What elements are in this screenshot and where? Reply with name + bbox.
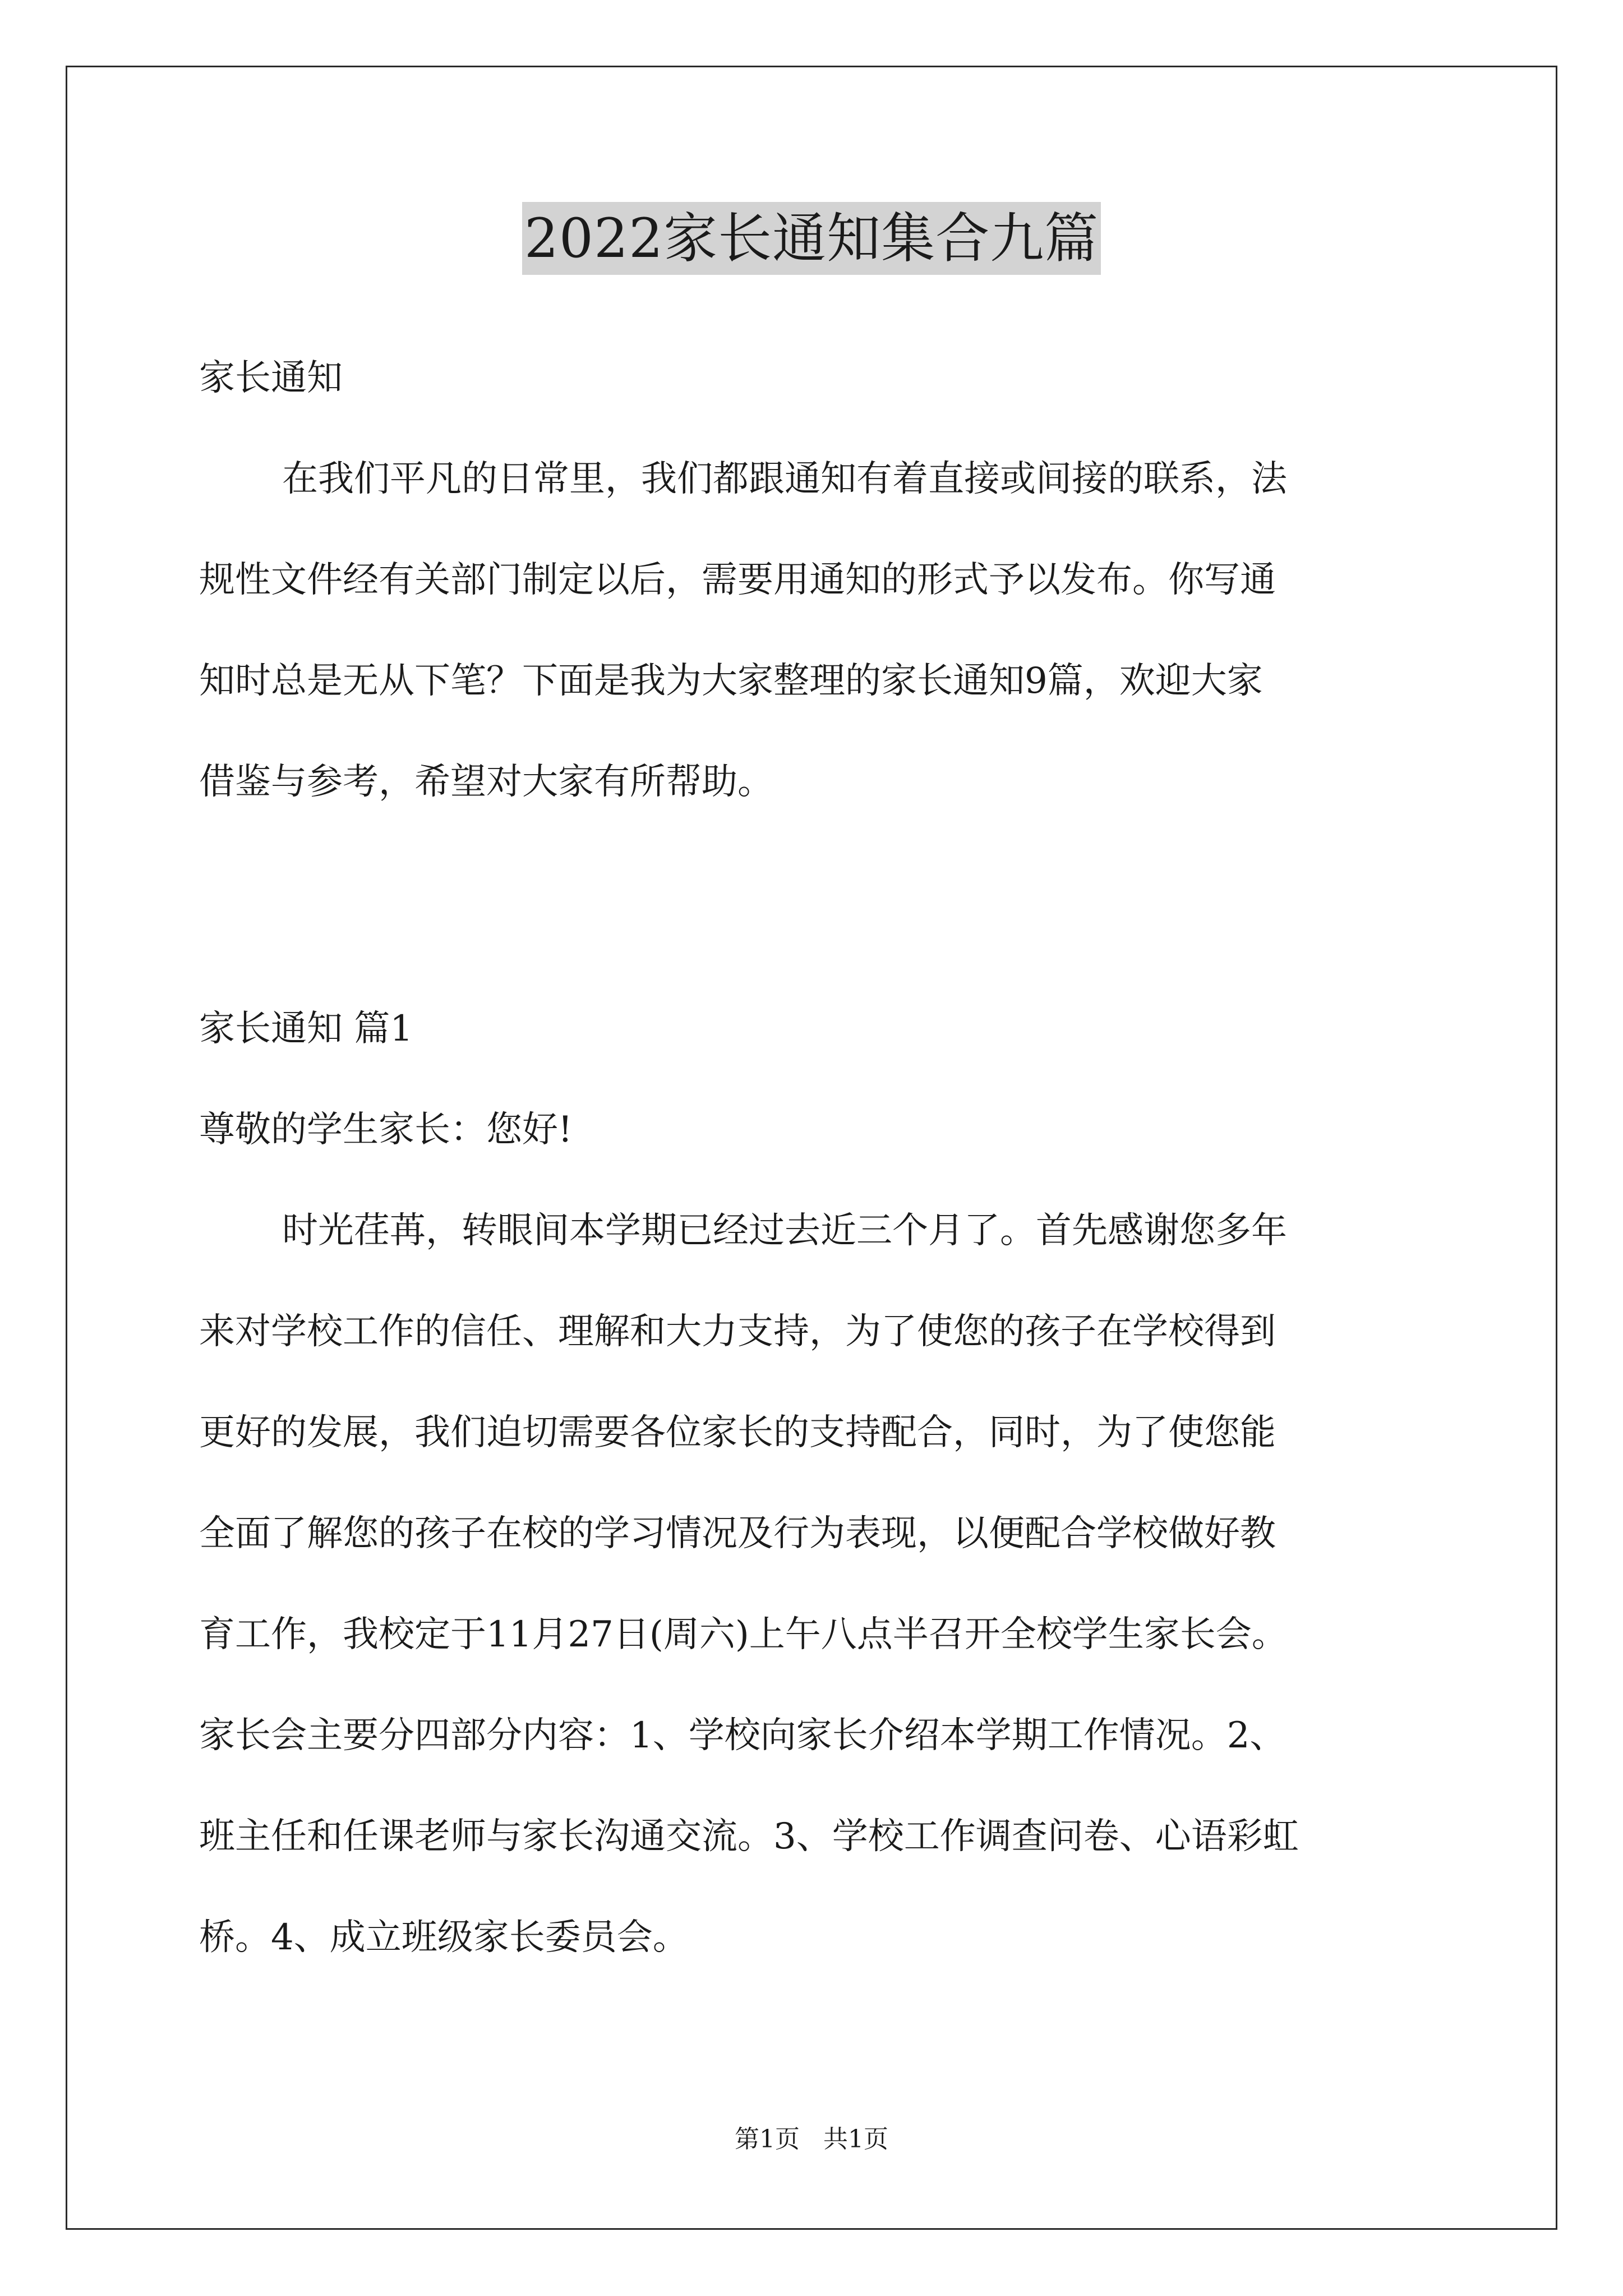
body-line: 更好的发展，我们迫切需要各位家长的支持配合，同时，为了使您能: [199, 1412, 1276, 1453]
salutation: 尊敬的学生家长：您好!: [199, 1109, 573, 1151]
page-number: 第1页 共1页: [735, 2125, 888, 2154]
title-wrap: [0, 202, 1623, 275]
body-line: 全面了解您的孩子在校的学习情况及行为表现，以便配合学校做好教: [199, 1513, 1276, 1554]
section-heading: 家长通知 篇1: [199, 1008, 413, 1050]
intro-line: 知时总是无从下笔？下面是我为大家整理的家长通知9篇，欢迎大家: [199, 660, 1263, 702]
body-line: 家长会主要分四部分内容：1、学校向家长介绍本学期工作情况。2、: [199, 1715, 1286, 1756]
intro-heading: 家长通知: [199, 357, 343, 399]
body-line: 班主任和任课老师与家长沟通交流。3、学校工作调查问卷、心语彩虹: [199, 1816, 1299, 1857]
body-line: 育工作，我校定于11月27日(周六)上午八点半召开全校学生家长会。: [199, 1614, 1288, 1655]
intro-line: 在我们平凡的日常里，我们都跟通知有着直接或间接的联系，法: [282, 458, 1287, 500]
intro-line: 借鉴与参考，希望对大家有所帮助。: [199, 761, 773, 803]
body-line: 时光荏苒，转眼间本学期已经过去近三个月了。首先感谢您多年: [282, 1210, 1287, 1251]
body-line: 来对学校工作的信任、理解和大力支持，为了使您的孩子在学校得到: [199, 1311, 1276, 1352]
intro-line: 规性文件经有关部门制定以后，需要用通知的形式予以发布。你写通: [199, 559, 1276, 601]
page-footer: [0, 2123, 1623, 2156]
body-line: 桥。4、成立班级家长委员会。: [199, 1917, 689, 1958]
document-title: 2022家长通知集合九篇: [522, 202, 1101, 275]
